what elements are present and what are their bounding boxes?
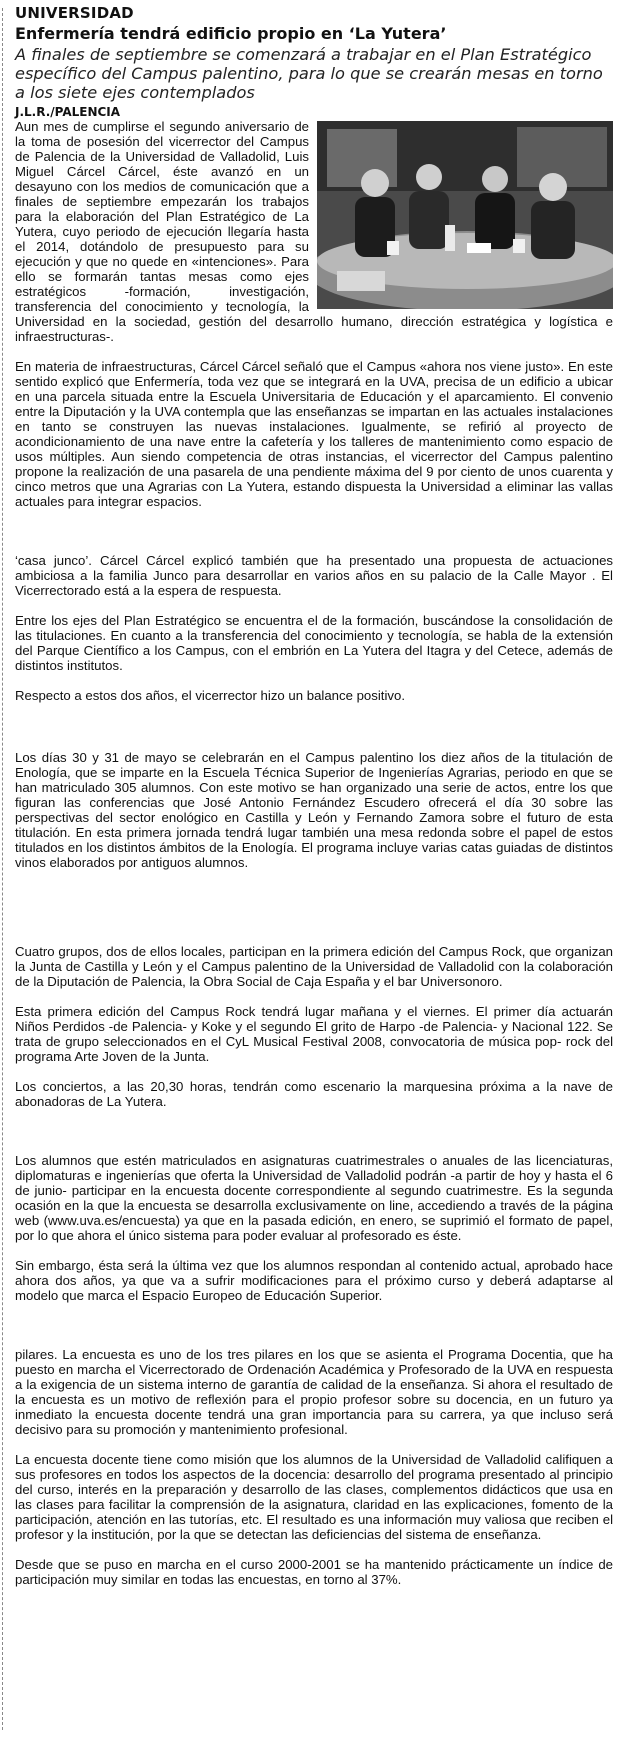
byline: J.L.R./PALENCIA bbox=[15, 105, 121, 119]
paragraph: pilares. La encuesta es uno de los tres pilares en los que se asienta el Programa Docentia, que ha puesto en marcha el Vicerrectorado de Ordenación Académica y Profesorado de la UVA en respuesta a la exigencia de un sistema interno de garantía de calidad de la enseñanza. Si ahora el resultado de la encuesta es un motivo de reflexión para el propio profesor sobre su docencia, en un futuro ya inmediato la encuesta docente tendrá una gran importancia para su carrera, ya que incluso será decisivo para su promoción y mantenimiento profesional. bbox=[15, 1347, 613, 1437]
headline: Enfermería tendrá edificio propio en ‘La Yutera’ bbox=[15, 24, 447, 43]
paragraph: En materia de infraestructuras, Cárcel Cárcel señaló que el Campus «ahora nos viene justo». En este sentido explicó que Enfermería, toda vez que se integrará en la UVA, precisa de un edificio a ubicar en una parcela situada entre la Escuela Universitaria de Educación y el aparcamiento. El convenio entre la Diputación y la UVA contempla que las enseñanzas se impartan en las actuales instalaciones en tanto se construyen las nuevas instalaciones. Igualmente, se refirió al proyecto de acondicionamiento de una nave entre la cafetería y los talleres de mantenimiento como espacio de usos múltiples. Aun siendo competencia de otras instancias, el vicerrector del Campus palentino propone la realización de una pasarela de una pendiente máxima del 9 por ciento de unos cuarenta y cinco metros que una Agrarias con La Yutera, estando dispuesta la Universidad a eliminar las vallas actuales para integrar espacios. bbox=[15, 359, 613, 509]
paragraph: Los conciertos, a las 20,30 horas, tendrán como escenario la marquesina próxima a la nave de abonadoras de La Yutera. bbox=[15, 1079, 613, 1109]
paragraph-intro: Aun mes de cumplirse el segundo aniversario de la toma de posesión del vicerrector del Campus de Palencia de la Universidad de Valladolid, Luis Miguel Cárcel Cárcel, éste avanzó en un desayuno con los medios de comunicación que a finales de septiembre empezarán los trabajos para la elaboración del Plan Estratégico de La Yutera, cuyo periodo de ejecución llegaría hasta el 2014, dotándolo de presupuesto para su ejecución y que no quede en «intenciones». Para ello se formarán tantas mesas como ejes estratégicos -formación, investigación, transferencia del conocimiento y tecnología, la Universidad en la sociedad, gestión del desarrollo humano, dirección estratégica y logística e infraestructuras-. bbox=[15, 119, 613, 344]
paragraph: Desde que se puso en marcha en el curso 2000-2001 se ha mantenido prácticamente un índice de participación muy similar en todas las encuestas, en torno al 37%. bbox=[15, 1557, 613, 1587]
meeting-photo bbox=[317, 121, 613, 309]
section-label: UNIVERSIDAD bbox=[15, 4, 134, 22]
paragraph: Respecto a estos dos años, el vicerrector hizo un balance positivo. bbox=[15, 688, 405, 703]
paragraph: ‘casa junco’. Cárcel Cárcel explicó también que ha presentado una propuesta de actuaciones ambiciosa a la familia Junco para desarrollar en varios años en su palacio de la Calle Mayor . El Vicerrectorado está a la espera de respuesta. bbox=[15, 553, 613, 598]
paragraph: La encuesta docente tiene como misión que los alumnos de la Universidad de Valladolid califiquen a sus profesores en todos los aspectos de la docencia: desarrollo del programa presentado al principio del curso, interés en la preparación y desarrollo de las clases, complementos didácticos que usa en las clases para facilitar la comprensión de la asignatura, claridad en las explicaciones, fomento de la participación, atención en las tutorías, etc. El resultado es una información muy valiosa que reciben el profesor y la institución, por la que se detectan las deficiencias del sistema de enseñanza. bbox=[15, 1452, 613, 1542]
subheadline: A finales de septiembre se comenzará a trabajar en el Plan Estratégico específico del Campus palentino, para lo que se crearán mesas en torno a los siete ejes contemplados bbox=[15, 45, 603, 102]
paragraph: Sin embargo, ésta será la última vez que los alumnos respondan al contenido actual, aprobado hace ahora dos años, ya que va a sufrir modificaciones para el próximo curso y deberá adaptarse al modelo que marca el Espacio Europeo de Educación Superior. bbox=[15, 1258, 613, 1303]
paragraph: Entre los ejes del Plan Estratégico se encuentra el de la formación, buscándose la consolidación de las titulaciones. En cuanto a la transferencia del conocimiento y tecnología, se habla de la extensión del Parque Científico a los Campus, con el embrión en La Yutera del Itagra y del Cetece, además de distintos institutos. bbox=[15, 613, 613, 673]
paragraph: Los alumnos que estén matriculados en asignaturas cuatrimestrales o anuales de las licenciaturas, diplomaturas e ingenierías que oferta la Universidad de Valladolid podrán -a partir de hoy y hasta el 6 de junio- participar en la encuesta docente correspondiente al segundo cuatrimestre. Es la segunda ocasión en la que la encuesta se desarrolla exclusivamente on line, accediendo a través de la página web (www.uva.es/encuesta) ya que en la pasada edición, en enero, se suprimió el formato de papel, por lo que ahora el único sistema para poder evaluar al profesorado es éste. bbox=[15, 1153, 613, 1243]
article-column bbox=[15, 4, 613, 1587]
paragraph: Los días 30 y 31 de mayo se celebrarán en el Campus palentino los diez años de la titulación de Enología, que se imparte en la Escuela Técnica Superior de Ingenierías Agrarias, periodo en que se han matriculado 305 alumnos. Con este motivo se han organizado una serie de actos, entre los que figuran las conferencias que José Antonio Fernández Escudero ofrecerá el día 30 sobre las perspectivas del sector enológico en Castilla y León y Fernando Zamora sobre el futuro de esta titulación. En esta primera jornada tendrá lugar también una mesa redonda sobre el papel de estos titulados en los distintos ámbitos de la Enología. El programa incluye varias catas guiadas de distintos vinos elaborados por antiguos alumnos. bbox=[15, 750, 613, 870]
paragraph: Cuatro grupos, dos de ellos locales, participan en la primera edición del Campus Rock, que organizan la Junta de Castilla y León y el Campus palentino de la Universidad de Valladolid con la colaboración de la Diputación de Palencia, la Obra Social de Caja España y el bar Universonoro. bbox=[15, 944, 613, 989]
paragraph: Esta primera edición del Campus Rock tendrá lugar mañana y el viernes. El primer día actuarán Niños Perdidos -de Palencia- y Koke y el segundo El grito de Harpo -de Palencia- y Nacional 122. Se trata de grupo seleccionados en el CyL Musical Festival 2008, convocatoria de música pop- rock del programa Arte Joven de la Junta. bbox=[15, 1004, 613, 1064]
column-rule bbox=[2, 8, 3, 1730]
